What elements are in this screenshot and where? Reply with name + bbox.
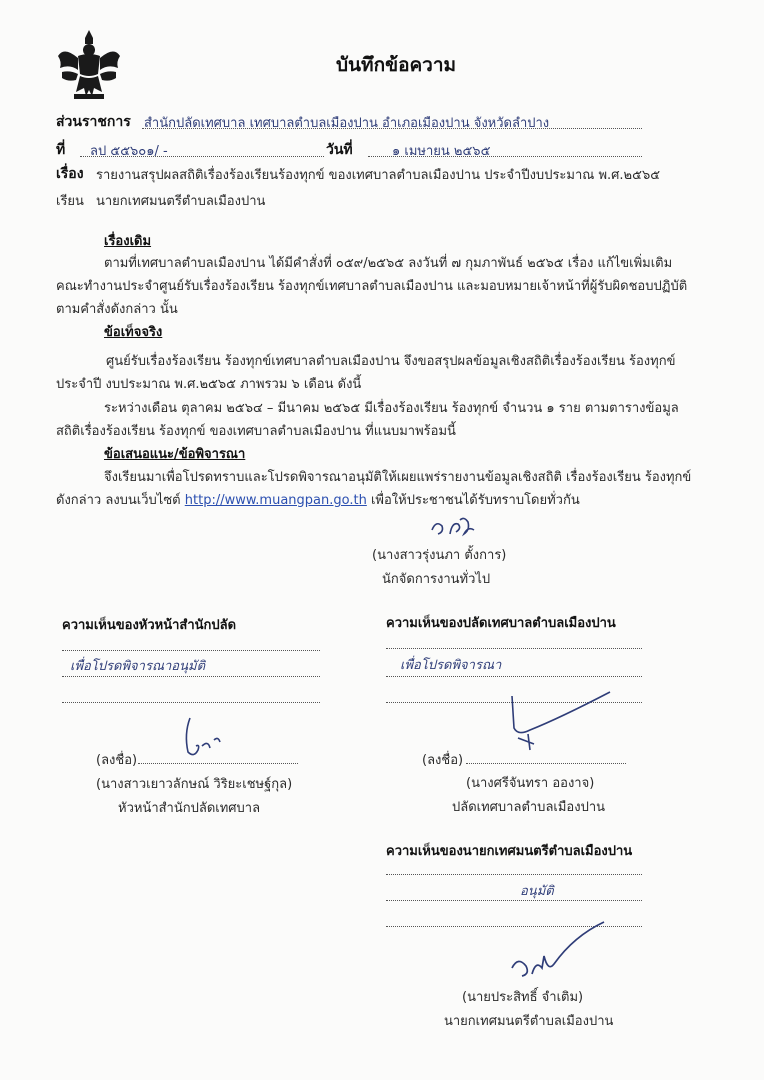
proposal-line-2-prefix: ดังกล่าว ลงบนเว็บไซต์ (56, 493, 181, 508)
chief-opinion-heading: ความเห็นของหัวหน้าสำนักปลัด (62, 618, 237, 633)
chief-handwritten-note: เพื่อโปรดพิจารณาอนุมัติ (70, 659, 206, 674)
section-facts-line-4: สถิติเรื่องร้องเรียน ร้องทุกข์ ของเทศบาลตำบลเมืองปาน ที่แนบมาพร้อมนี้ (56, 424, 456, 439)
mayor-opinion-line-2 (386, 900, 642, 901)
clerk-signature (500, 688, 620, 758)
author-position: นักจัดการงานทั่วไป (382, 572, 491, 587)
clerk-opinion-line-2 (386, 676, 642, 677)
section-background-heading: เรื่องเดิม (104, 234, 152, 249)
chief-opinion-line-2 (62, 676, 320, 677)
section-facts-heading: ข้อเท็จจริง (104, 325, 163, 340)
clerk-opinion-line-1 (386, 648, 642, 649)
website-link[interactable]: http://www.muangpan.go.th (184, 493, 367, 508)
section-background-line-2: คณะทำงานประจำศูนย์รับเรื่องร้องเรียน ร้องทุกข์เทศบาลตำบลเมืองปาน และมอบหมายเจ้าหน้าที่ผู้รับผิดชอบปฏิบัติ (56, 279, 688, 294)
mayor-handwritten-note: อนุมัติ (520, 884, 554, 899)
agency-label: ส่วนราชการ (56, 114, 131, 130)
section-proposal-line-2 (56, 489, 580, 510)
chief-sign-label: (ลงชื่อ) (96, 753, 138, 768)
ref-label: ที่ (56, 142, 66, 158)
mayor-opinion-heading: ความเห็นของนายกเทศมนตรีตำบลเมืองปาน (386, 844, 633, 859)
document-title: บันทึกข้อความ (336, 54, 457, 76)
to-label: เรียน (56, 194, 84, 209)
chief-sign-line (138, 763, 298, 764)
section-proposal-heading: ข้อเสนอแนะ/ข้อพิจารณา (104, 447, 246, 462)
clerk-opinion-heading: ความเห็นของปลัดเทศบาลตำบลเมืองปาน (386, 616, 616, 631)
section-facts-line-1: ศูนย์รับเรื่องร้องเรียน ร้องทุกข์เทศบาลตำบลเมืองปาน จึงขอสรุปผลข้อมูลเชิงสถิติเรื่องร้องเรียน ร้องทุกข์ (106, 354, 676, 369)
section-background-line-3: ตามคำสั่งดังกล่าว นั้น (56, 302, 178, 317)
section-proposal-line-1: จึงเรียนมาเพื่อโปรดทราบและโปรดพิจารณาอนุมัติให้เผยแพร่รายงานข้อมูลเชิงสถิติ เรื่องร้องเรียน ร้องทุกข์ (104, 470, 692, 485)
section-facts-line-3: ระหว่างเดือน ตุลาคม ๒๕๖๔ – มีนาคม ๒๕๖๕ มีเรื่องร้องเรียน ร้องทุกข์ จำนวน ๑ ราย ตามตารางข้อมูล (104, 401, 679, 416)
proposal-line-2-suffix: เพื่อให้ประชาชนได้รับทราบโดยทั่วกัน (370, 493, 580, 508)
ref-value: ลป ๕๕๖๐๑/ - (90, 144, 168, 159)
chief-signature (180, 716, 230, 764)
ref-dotted-line (80, 156, 324, 157)
mayor-name: (นายประสิทธิ์ จำเติม) (462, 990, 584, 1005)
author-name: (นางสาวรุ่งนภา ตั้งการ) (372, 548, 507, 563)
author-signature (428, 512, 488, 544)
clerk-handwritten-note: เพื่อโปรดพิจารณา (400, 658, 502, 673)
subject-value: รายงานสรุปผลสถิติเรื่องร้องเรียนร้องทุกข์ ของเทศบาลตำบลเมืองปาน ประจำปีงบประมาณ พ.ศ.๒๕๖๕ (96, 168, 661, 183)
mayor-position: นายกเทศมนตรีตำบลเมืองปาน (444, 1014, 614, 1029)
agency-value: สำนักปลัดเทศบาล เทศบาลตำบลเมืองปาน อำเภอเมืองปาน จังหวัดลำปาง (144, 116, 550, 131)
chief-opinion-line-1 (62, 650, 320, 651)
mayor-opinion-line-1 (386, 874, 642, 875)
subject-label: เรื่อง (56, 166, 84, 182)
chief-name: (นางสาวเยาวลักษณ์ วิริยะเชษฐ์กุล) (96, 777, 293, 792)
clerk-sign-label: (ลงชื่อ) (422, 753, 464, 768)
chief-position: หัวหน้าสำนักปลัดเทศบาล (118, 801, 261, 816)
date-value: ๑ เมษายน ๒๕๖๕ (392, 144, 491, 159)
clerk-position: ปลัดเทศบาลตำบลเมืองปาน (452, 800, 606, 815)
agency-dotted-line (142, 128, 642, 129)
mayor-signature (504, 916, 614, 990)
garuda-emblem-icon (56, 28, 122, 102)
to-value: นายกเทศมนตรีตำบลเมืองปาน (96, 194, 266, 209)
clerk-name: (นางศรีจันทรา อองาจ) (466, 776, 595, 791)
section-background-line-1: ตามที่เทศบาลตำบลเมืองปาน ได้มีคำสั่งที่ ๐๕๙/๒๕๖๕ ลงวันที่ ๗ กุมภาพันธ์ ๒๕๖๕ เรื่อง แก้ไขเพิ่มเติม (104, 256, 673, 271)
chief-opinion-line-3 (62, 702, 320, 703)
date-dotted-line (368, 156, 642, 157)
section-facts-line-2: ประจำปี งบประมาณ พ.ศ.๒๕๖๕ ภาพรวม ๖ เดือน ดังนี้ (56, 377, 362, 392)
date-label: วันที่ (326, 142, 353, 158)
clerk-sign-line (466, 763, 626, 764)
